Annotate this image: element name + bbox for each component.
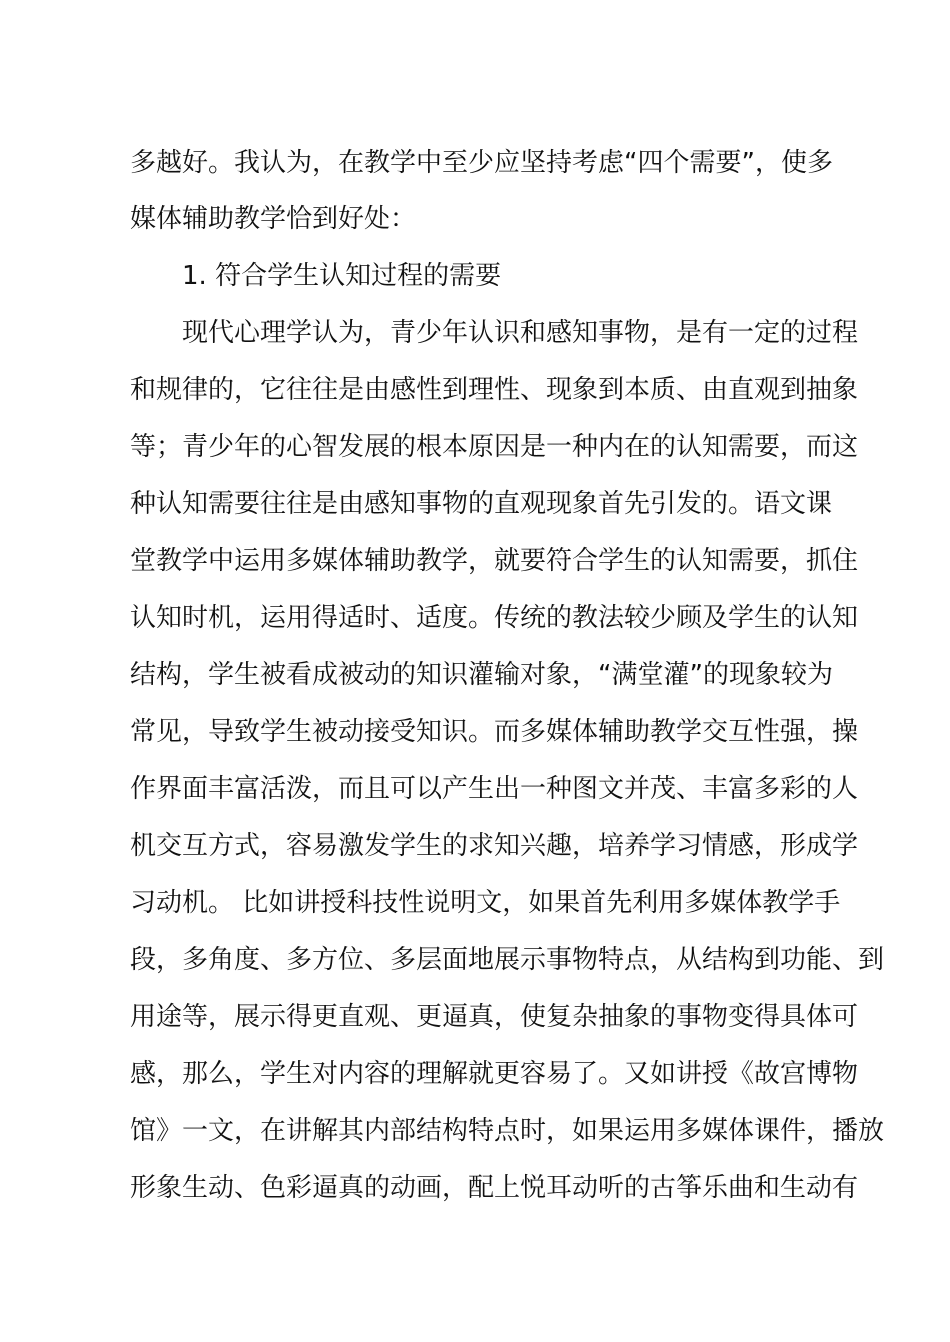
text-line: 馆》一文，在讲解其内部结构特点时，如果运用多媒体课件，播放 bbox=[130, 1116, 885, 1146]
text-line: 和规律的，它往往是由感性到理性、现象到本质、由直观到抽象 bbox=[130, 375, 859, 405]
section-heading: 1. 符合学生认知过程的需要 bbox=[182, 261, 502, 291]
text-line: 等；青少年的心智发展的根本原因是一种内在的认知需要，而这 bbox=[130, 432, 859, 462]
text-line: 种认知需要往往是由感知事物的直观现象首先引发的。语文课 bbox=[130, 489, 833, 519]
text-line: 用途等，展示得更直观、更逼真，使复杂抽象的事物变得具体可 bbox=[130, 1002, 859, 1032]
text-line: 多越好。我认为，在教学中至少应坚持考虑“四个需要”，使多 bbox=[130, 148, 833, 178]
text-line: 感，那么，学生对内容的理解就更容易了。又如讲授《故宫博物 bbox=[130, 1059, 859, 1089]
text-line: 常见，导致学生被动接受知识。而多媒体辅助教学交互性强，操 bbox=[130, 717, 859, 747]
text-line: 形象生动、色彩逼真的动画，配上悦耳动听的古筝乐曲和生动有 bbox=[130, 1173, 859, 1203]
text-line: 段，多角度、多方位、多层面地展示事物特点，从结构到功能、到 bbox=[130, 945, 885, 975]
text-line: 作界面丰富活泼，而且可以产生出一种图文并茂、丰富多彩的人 bbox=[130, 774, 859, 804]
text-line: 现代心理学认为，青少年认识和感知事物，是有一定的过程 bbox=[182, 318, 859, 348]
text-line: 堂教学中运用多媒体辅助教学，就要符合学生的认知需要，抓住 bbox=[130, 546, 859, 576]
text-line: 机交互方式，容易激发学生的求知兴趣，培养学习情感，形成学 bbox=[130, 831, 859, 861]
text-line: 习动机。 比如讲授科技性说明文，如果首先利用多媒体教学手 bbox=[130, 888, 841, 918]
text-line: 媒体辅助教学恰到好处： bbox=[130, 204, 417, 234]
text-line: 结构，学生被看成被动的知识灌输对象，“满堂灌”的现象较为 bbox=[130, 660, 833, 690]
text-line: 认知时机，运用得适时、适度。传统的教法较少顾及学生的认知 bbox=[130, 603, 859, 633]
